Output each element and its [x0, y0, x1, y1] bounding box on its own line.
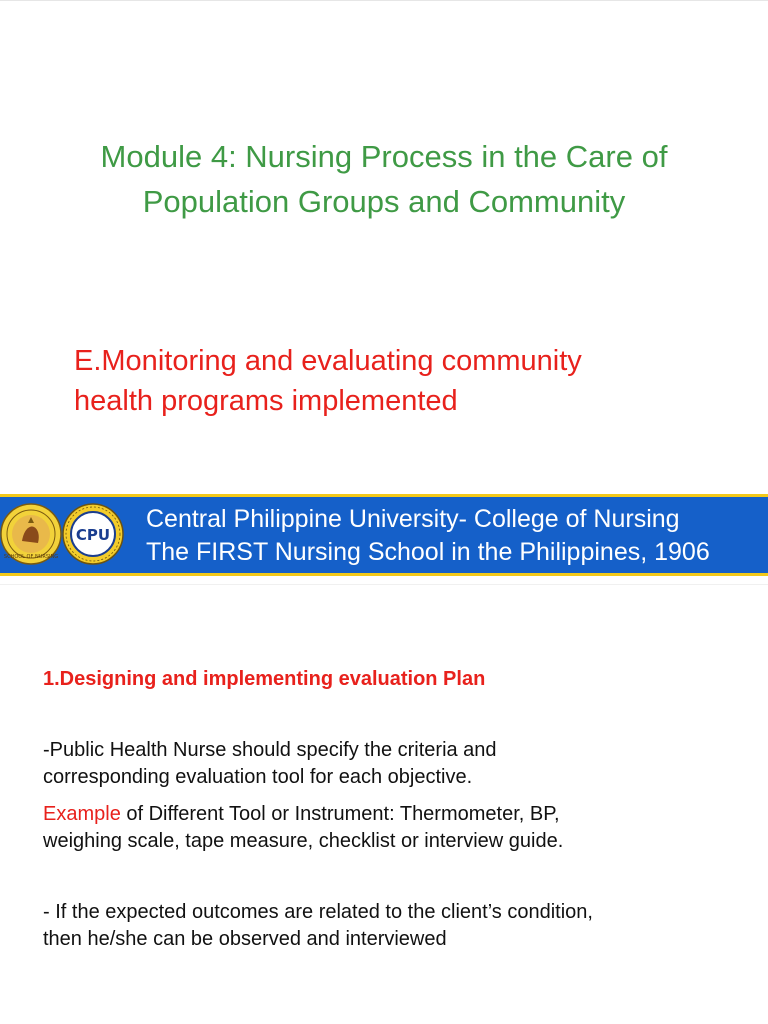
cpu-seal-icon [62, 503, 124, 565]
cpu-monogram: CPU [75, 526, 111, 544]
paragraph-criteria [43, 737, 733, 791]
slide-divider [0, 584, 768, 585]
paragraph-criteria-line-2: corresponding evaluation tool for each objective. [43, 766, 473, 788]
paragraph-example [43, 801, 733, 855]
section-subtitle-line-1: E.Monitoring and evaluating community [74, 345, 582, 377]
paragraph-example-line-2: weighing scale, tape measure, checklist or interview guide. [43, 830, 564, 852]
example-text: of Different Tool or Instrument: Thermometer, BP, [120, 803, 560, 825]
paragraph-outcomes-line-1: - If the expected outcomes are related to the client’s condition, [43, 901, 593, 923]
banner-line-1: Central Philippine University- College of Nursing [146, 505, 680, 533]
slide-edge [0, 0, 768, 1]
banner-line-2: The FIRST Nursing School in the Philippines, 1906 [146, 538, 710, 566]
module-title-line-1: Module 4: Nursing Process in the Care of [100, 139, 668, 174]
section-subtitle-line-2: health programs implemented [74, 385, 458, 417]
banner-text [146, 503, 762, 569]
module-title [0, 134, 768, 224]
section-subtitle [74, 341, 734, 421]
paragraph-outcomes [43, 899, 733, 953]
paragraph-outcomes-line-2: then he/she can be observed and interviewed [43, 928, 447, 950]
seal-text: SCHOOL OF NURSING [3, 554, 59, 560]
example-keyword: Example [43, 803, 121, 825]
slide-2-content [43, 666, 733, 953]
section-heading: 1.Designing and implementing evaluation Plan [43, 668, 486, 690]
paragraph-example-line-1 [43, 801, 733, 828]
university-banner [0, 494, 768, 576]
nursing-school-seal-icon [0, 503, 62, 565]
module-title-line-2: Population Groups and Community [142, 184, 626, 219]
paragraph-criteria-line-1: -Public Health Nurse should specify the criteria and [43, 739, 497, 761]
